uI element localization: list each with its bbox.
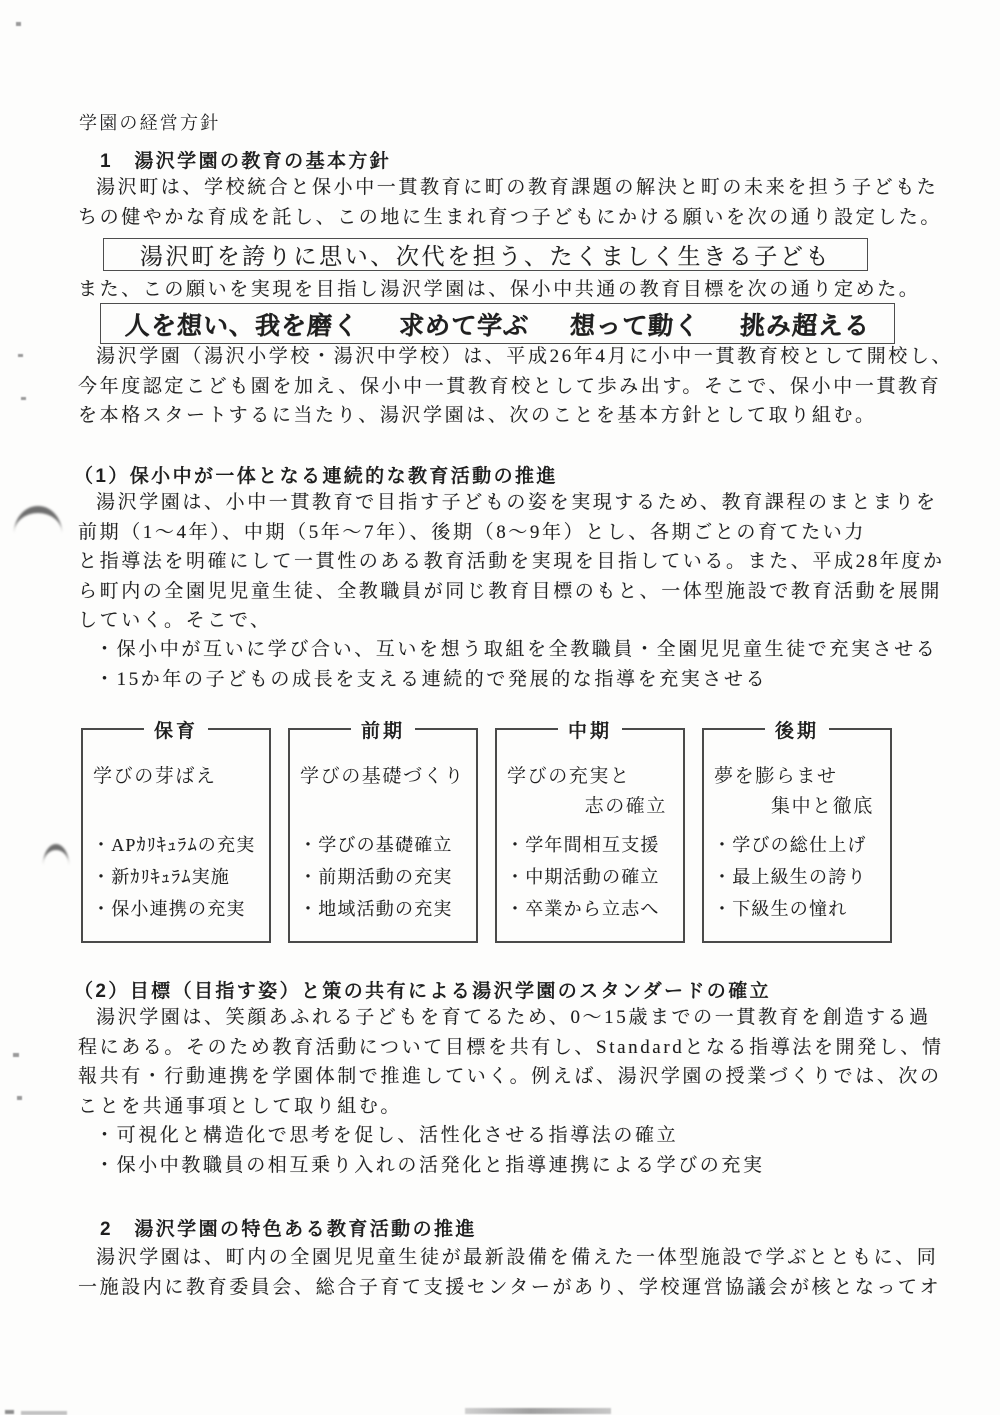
scan-speck [17, 1096, 22, 1100]
paragraph-line: ちの健やかな育成を託し、この地に生まれ育つ子どもにかける願いを次の通り設定した。 [78, 206, 943, 228]
paragraph-line: 報共有・行動連携を学園体制で推進していく。例えば、湯沢学園の授業づくりでは、次の [78, 1066, 942, 1087]
paragraph-line: 湯沢町は、学校統合と保小中一貫教育に町の教育課題の解決と町の未来を担う子どもた [96, 177, 939, 198]
section1-bridge-paragraph [78, 275, 920, 305]
stage-item: ・学びの総仕上げ [713, 835, 867, 855]
goal-phrase: 求めて学ぶ [398, 312, 531, 340]
paragraph-line: 湯沢学園（湯沢小学校・湯沢中学校）は、平成26年4月に小中一貫教育校として開校し、 [96, 346, 954, 367]
scan-speck [16, 22, 21, 26]
paragraph-line: 一施設内に教育委員会、総合子育て支援センターがあり、学校運営協議会が核となってオ [78, 1276, 942, 1298]
stage-item: ・学年間相互支援 [506, 835, 660, 855]
scan-smudge [21, 1411, 67, 1415]
education-goal-box [100, 303, 895, 344]
scan-speck [21, 397, 26, 400]
stage-item: ・前期活動の充実 [299, 867, 453, 887]
section1-heading: 1 湯沢学園の教育の基本方針 [100, 151, 392, 172]
binder-mark [14, 506, 62, 533]
stage-item: ・下級生の憧れ [713, 899, 848, 919]
stage-box-hoiku [81, 721, 271, 943]
paragraph-line: を本格スタートするに当たり、湯沢学園は、次のことを基本方針として取り組む。 [78, 405, 877, 426]
stage-box-chuki [495, 721, 685, 943]
paragraph-line: ら町内の全園児児童生徒、全教職員が同じ教育目標のもと、一体型施設で教育活動を展開 [78, 580, 943, 602]
stage-item: ・中期活動の確立 [506, 867, 660, 887]
subsection2-bullet-list [78, 1121, 765, 1180]
scan-smudge [465, 1408, 611, 1414]
paragraph-line: 程にある。そのため教育活動について目標を共有し、Standardとなる指導法を開発し、情 [78, 1036, 944, 1058]
paragraph-line: 湯沢学園は、町内の全園児児童生徒が最新設備を備えた一体型施設で学ぶとともに、同 [96, 1247, 939, 1268]
paragraph-line: 湯沢学園は、小中一貫教育で目指す子どもの姿を実現するため、教育課程のまとまりを [96, 492, 938, 513]
stage-main-text: 学びの基礎づくり [300, 766, 465, 787]
stage-title: 中期 [558, 716, 622, 743]
goal-phrase: 挑み超える [738, 312, 871, 340]
binder-mark [43, 844, 69, 865]
subsection2-paragraph [78, 1003, 944, 1121]
stage-item: ・地域活動の充実 [299, 899, 453, 919]
stage-main-text2: 志の確立 [584, 796, 667, 817]
scan-speck [18, 354, 23, 357]
stage-main-text2: 集中と徹底 [770, 796, 874, 817]
bullet-item: ・保小中教職員の相互乗り入れの活発化と指導連携による学びの充実 [95, 1154, 765, 1176]
town-motto-box [103, 238, 868, 271]
bullet-item: ・保小中が互いに学び合い、互いを想う取組を全教職員・全園児児童生徒で充実させる [95, 639, 938, 660]
stage-main-text: 学びの充実と [507, 766, 631, 787]
paragraph-line: 前期（1～4年）、中期（5年～7年）、後期（8～9年）とし、各期ごとの育てたい力 [78, 521, 867, 543]
goal-phrase: 人を想い、我を磨く [124, 312, 361, 340]
stage-title: 保育 [144, 716, 208, 743]
paragraph-line: ことを共通事項として取り組む。 [78, 1095, 403, 1117]
town-motto-text: 湯沢町を誇りに思い、次代を担う、たくましく生きる子ども [139, 244, 832, 269]
stage-item: ・保小連携の充実 [92, 899, 246, 919]
stage-item: ・最上級生の誇り [713, 867, 867, 887]
stage-item-list [506, 829, 679, 925]
subsection1-paragraph [78, 488, 945, 636]
subsection1-bullet-list [78, 635, 937, 694]
subsection2-heading: （2）目標（目指す姿）と策の共有による湯沢学園のスタンダードの確立 [74, 981, 772, 1002]
stage-item: ・APｶﾘｷｭﾗﾑの充実 [92, 835, 256, 855]
stage-box-koki [702, 721, 892, 943]
scan-smudge [5, 1410, 14, 1414]
stage-box-zenki [288, 721, 478, 943]
goal-phrase: 想って動く [568, 312, 701, 340]
stage-item: ・新ｶﾘｷｭﾗﾑ実施 [92, 867, 230, 887]
stage-item: ・学びの基礎確立 [299, 835, 453, 855]
stage-item: ・卒業から立志へ [506, 899, 660, 919]
stage-main-text: 学びの芽ばえ [93, 766, 217, 787]
paragraph-line: 今年度認定こども園を加え、保小中一貫教育校として歩み出す。そこで、保小中一貫教育 [78, 375, 942, 397]
stage-item-list [713, 829, 886, 925]
stage-title: 前期 [351, 716, 415, 743]
paragraph-line: 湯沢学園は、笑顔あふれる子どもを育てるため、0～15歳までの一貫教育を創造する過 [96, 1007, 931, 1028]
paragraph-line: と指導法を明確にして一貫性のある教育活動を実現を目指している。また、平成28年度か [78, 551, 945, 572]
stage-title: 後期 [765, 716, 829, 743]
section2-heading: 2 湯沢学園の特色ある教育活動の推進 [100, 1219, 477, 1240]
section2-paragraph [78, 1243, 941, 1302]
bullet-item: ・15か年の子どもの成長を支える連続的で発展的な指導を充実させる [95, 668, 768, 690]
section1-history-paragraph [78, 342, 953, 431]
document-title: 学園の経営方針 [79, 113, 221, 133]
subsection1-heading: （1）保小中が一体となる連続的な教育活動の推進 [74, 466, 558, 487]
stage-item-list [92, 829, 265, 925]
paragraph-line: していく。そこで、 [78, 610, 272, 631]
stage-main-text: 夢を膨らませ [714, 766, 838, 787]
stage-boxes-row [81, 721, 892, 943]
stage-item-list [299, 829, 472, 925]
scan-speck [13, 1053, 19, 1057]
paragraph-line: また、この願いを実現を目指し湯沢学園は、保小中共通の教育目標を次の通り定めた。 [78, 279, 921, 300]
bullet-item: ・可視化と構造化で思考を促し、活性化させる指導法の確立 [95, 1125, 679, 1146]
section1-intro-paragraph [78, 173, 942, 232]
